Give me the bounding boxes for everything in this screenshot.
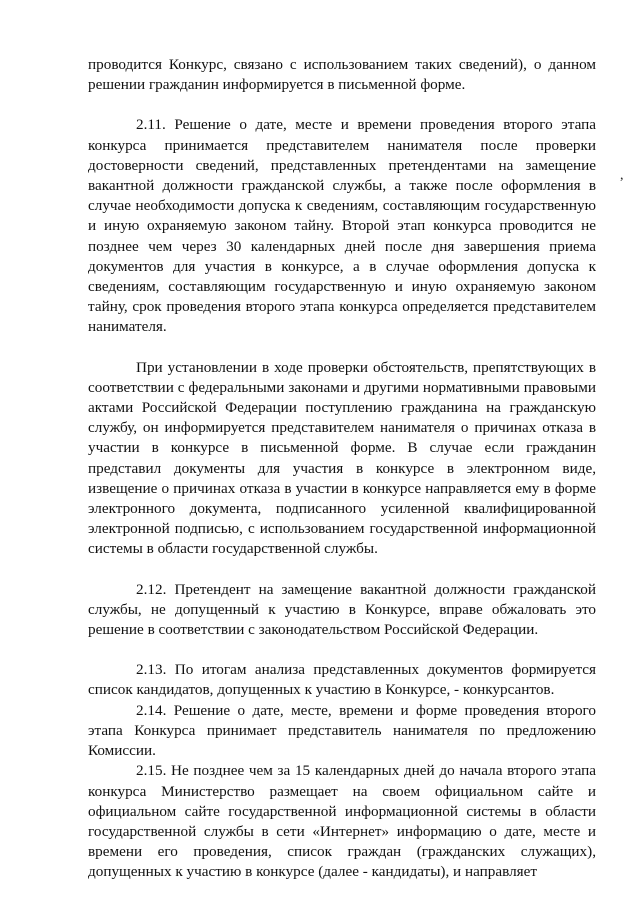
paragraph-2-11: 2.11. Решение о дате, месте и времени проведения второго этапа конкурса принимается представителем нанимателя после проверки достоверности сведений, представленных претендентами на замещение вакантной должности гражданской службы, а также после оформления в случае необходимости допуска к сведениям, составляющим государственную и иную охраняемую законом тайну. Второй этап конкурса проводится не позднее чем через 30 календарных дней после дня завершения приема документов для участия в конкурсе, а в случае оформления допуска к сведениям, составляющим государственную и иную охраняемую законом тайну, срок проведения второго этапа конкурса определяется представителем нанимателя. <box>88 116 596 336</box>
paragraph-2-13: 2.13. По итогам анализа представленных документов формируется список кандидатов, допущенных к участию в Конкурсе, - конкурсантов. <box>88 661 596 699</box>
paragraph-2-15: 2.15. Не позднее чем за 15 календарных дней до начала второго этапа конкурса Министерство размещает на своем официальном сайте и официальном сайте государственной информационной системы в области государственной службы в сети «Интернет» информацию о дате, месте и времени его проведения, список граждан (гражданских служащих), допущенных к участию в конкурсе (далее - кандидаты), и направляет <box>88 762 596 881</box>
document-page <box>88 55 596 883</box>
paragraph-2-12: 2.12. Претендент на замещение вакантной должности гражданской службы, не допущенный к участию в Конкурсе, вправе обжаловать это решение в соответствии с законодательством Российской Федерации. <box>88 580 596 639</box>
paragraph-refusal-notice: При установлении в ходе проверки обстоятельств, препятствующих в соответствии с федеральными законами и другими нормативными правовыми актами Российской Федерации поступлению гражданина на гражданскую службу, он информируется представителем нанимателя о причинах отказа в участии в конкурсе в письменной форме. В случае если гражданин представил документы для участия в конкурсе в электронном виде, извещение о причинах отказа в участии в конкурсе направляется ему в форме электронного документа, подписанного усиленной квалифицированной электронной подписью, с использованием государственной информационной системы в области государственной службы. <box>88 358 596 558</box>
paragraph-continuation: проводится Конкурс, связано с использованием таких сведений), о данном решении гражданин информируется в письменной форме. <box>88 56 596 94</box>
margin-mark: , <box>620 168 624 183</box>
paragraph-2-14: 2.14. Решение о дате, месте, времени и форме проведения второго этапа Конкурса принимает представитель нанимателя по предложению Комиссии. <box>88 701 596 760</box>
